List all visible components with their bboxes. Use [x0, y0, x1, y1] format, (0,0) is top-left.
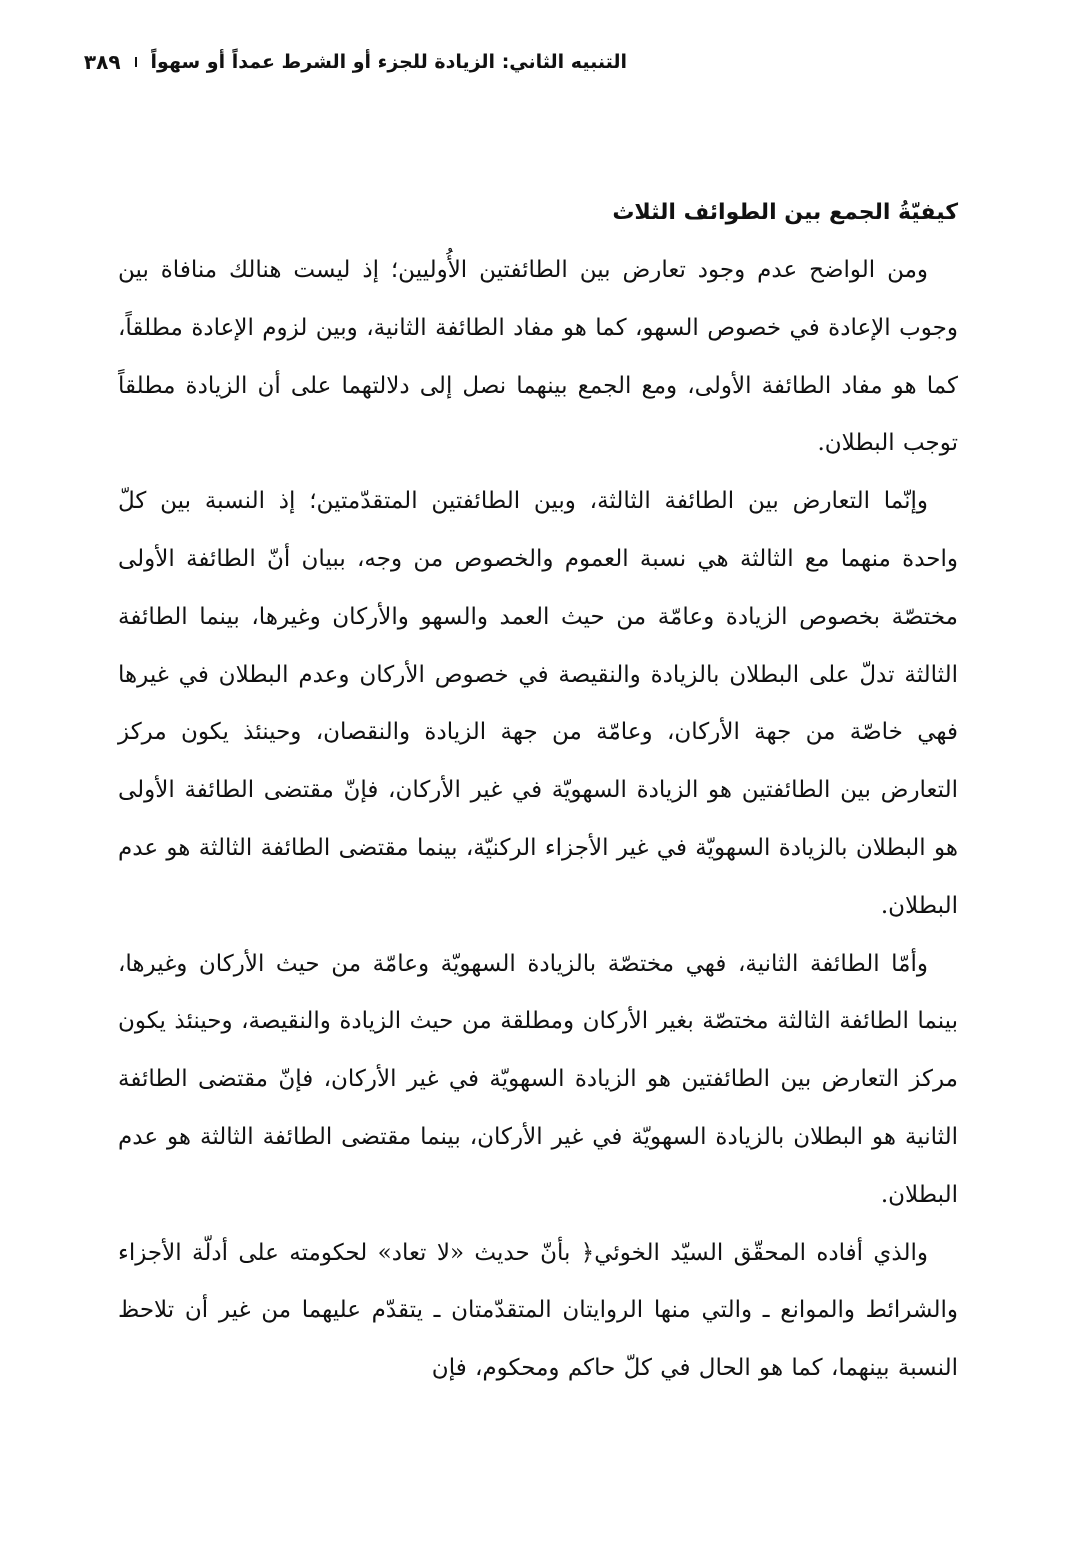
paragraph: وأمّا الطائفة الثانية، فهي مختصّة بالزيادة السهويّة وعامّة من حيث الأركان وغيرها، بينما الطائفة الثالثة مختصّة بغير الأركان ومطلقة من حيث الزيادة والنقيصة، وحينئذ يكون مركز التعارض بين الطائفتين هو الزيادة السهويّة في غير الأركان، فإنّ مقتضى الطائفة الثانية هو البطلان بالزيادة السهويّة في غير الأركان، بينما مقتضى الطائفة الثالثة هو عدم البطلان. — [118, 950, 958, 1208]
section-heading: كيفيّةُ الجمع بين الطوائف الثلاث — [612, 200, 958, 225]
paragraph: وإنّما التعارض بين الطائفة الثالثة، وبين الطائفتين المتقدّمتين؛ إذ النسبة بين كلّ واحدة منهما مع الثالثة هي نسبة العموم والخصوص من وجه، ببيان أنّ الطائفة الأولى مختصّة بخصوص الزيادة وعامّة من حيث العمد والسهو والأركان وغيرها، بينما الطائفة الثالثة تدلّ على البطلان بالزيادة والنقيصة في خصوص الأركان وعدم البطلان في غيرها فهي خاصّة من جهة الأركان، وعامّة من جهة الزيادة والنقصان، وحينئذ يكون مركز التعارض بين الطائفتين هو الزيادة السهويّة في غير الأركان، فإنّ مقتضى الطائفة الأولى هو البطلان بالزيادة السهويّة في غير الأجزاء الركنيّة، بينما مقتضى الطائفة الثالثة هو عدم البطلان. — [118, 488, 958, 919]
paragraph: والذي أفاده المحقّق السيّد الخوئي﴿ بأنّ حديث «لا تعاد» لحكومته على أدلّة الأجزاء والشرائط والموانع ـ والتي منها الروايتان المتقدّمتان ـ يتقدّم عليهما من غير أن تلاحظ النسبة بينهما، كما هو الحال في كلّ حاكم ومحكوم، فإن — [118, 1239, 958, 1382]
page-number: ٣٨٩ — [83, 50, 121, 74]
page-body — [118, 190, 958, 1398]
running-title: التنبيه الثاني: الزيادة للجزء أو الشرط عمداً أو سهواً — [150, 51, 627, 73]
header-separator-box — [135, 57, 137, 67]
paragraph: ومن الواضح عدم وجود تعارض بين الطائفتين الأُوليين؛ إذ ليست هنالك منافاة بين وجوب الإعادة في خصوص السهو، كما هو مفاد الطائفة الثانية، وبين لزوم الإعادة مطلقاً، كما هو مفاد الطائفة الأولى، ومع الجمع بينهما نصل إلى دلالتهما على أن الزيادة مطلقاً توجب البطلان. — [118, 257, 958, 457]
running-header — [83, 42, 627, 82]
